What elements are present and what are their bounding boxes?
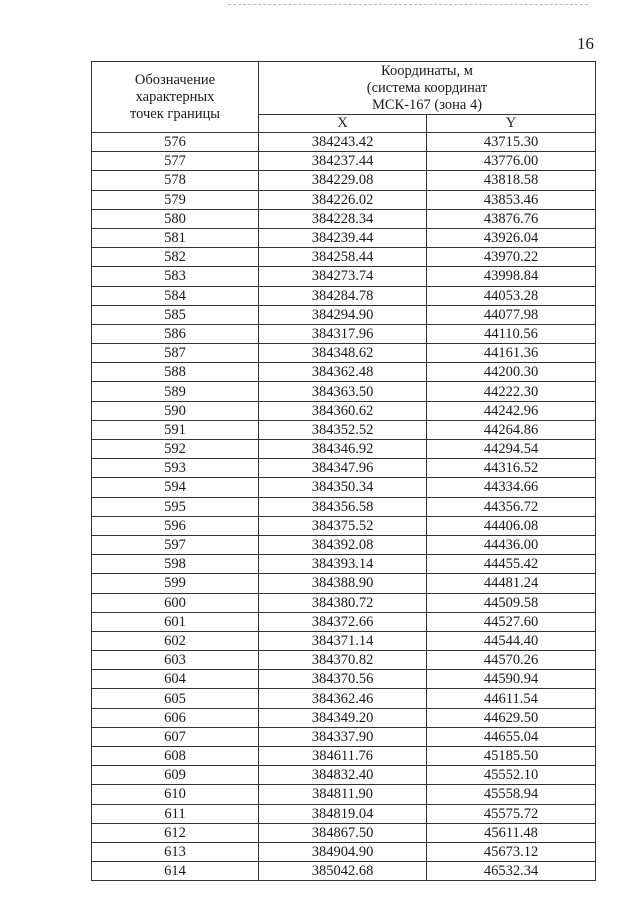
cell-y: 44455.42 [427, 555, 596, 574]
table-row [92, 612, 596, 631]
table-row [92, 535, 596, 554]
cell-y: 44655.04 [427, 727, 596, 746]
cell-x: 384337.90 [259, 727, 427, 746]
table-row [92, 286, 596, 305]
cell-y: 46532.34 [427, 862, 596, 881]
cell-y: 45558.94 [427, 785, 596, 804]
table-row [92, 497, 596, 516]
cell-point-id: 585 [92, 305, 259, 324]
table-row [92, 574, 596, 593]
header-point-line: Обозначение [134, 71, 216, 88]
cell-point-id: 598 [92, 555, 259, 574]
cell-x: 384611.76 [259, 747, 427, 766]
cell-x: 384284.78 [259, 286, 427, 305]
cell-point-id: 603 [92, 651, 259, 670]
cell-x: 384372.66 [259, 612, 427, 631]
table-row [92, 171, 596, 190]
table-row [92, 785, 596, 804]
cell-x: 384239.44 [259, 228, 427, 247]
cell-y: 44264.86 [427, 420, 596, 439]
table-row [92, 401, 596, 420]
table-row [92, 842, 596, 861]
cell-y: 44222.30 [427, 382, 596, 401]
cell-x: 384393.14 [259, 555, 427, 574]
cell-point-id: 581 [92, 228, 259, 247]
cell-x: 384375.52 [259, 516, 427, 535]
cell-y: 43715.30 [427, 133, 596, 152]
cell-y: 43970.22 [427, 248, 596, 267]
cell-point-id: 577 [92, 152, 259, 171]
cell-point-id: 614 [92, 862, 259, 881]
cell-x: 384360.62 [259, 401, 427, 420]
cell-point-id: 580 [92, 209, 259, 228]
cell-point-id: 590 [92, 401, 259, 420]
cell-y: 44481.24 [427, 574, 596, 593]
header-coords-line: Координаты, м [381, 63, 473, 79]
table-row [92, 555, 596, 574]
cell-point-id: 587 [92, 344, 259, 363]
table-row [92, 478, 596, 497]
cell-point-id: 593 [92, 459, 259, 478]
cell-y: 43776.00 [427, 152, 596, 171]
table-row [92, 133, 596, 152]
cell-x: 384349.20 [259, 708, 427, 727]
table-row [92, 248, 596, 267]
cell-x: 384362.46 [259, 689, 427, 708]
cell-x: 384356.58 [259, 497, 427, 516]
cell-point-id: 602 [92, 631, 259, 650]
cell-point-id: 601 [92, 612, 259, 631]
cell-point-id: 600 [92, 593, 259, 612]
table-body [92, 133, 596, 881]
cell-point-id: 578 [92, 171, 259, 190]
cell-x: 384243.42 [259, 133, 427, 152]
header-point-designation [92, 62, 259, 133]
table-row [92, 267, 596, 286]
cell-x: 384819.04 [259, 804, 427, 823]
cell-x: 384904.90 [259, 842, 427, 861]
cell-point-id: 582 [92, 248, 259, 267]
cell-point-id: 592 [92, 440, 259, 459]
cell-x: 384370.56 [259, 670, 427, 689]
coordinates-table [91, 61, 596, 881]
cell-x: 385042.68 [259, 862, 427, 881]
cell-point-id: 596 [92, 516, 259, 535]
table-row [92, 670, 596, 689]
cell-y: 43926.04 [427, 228, 596, 247]
table-row [92, 440, 596, 459]
cell-x: 384380.72 [259, 593, 427, 612]
cell-point-id: 579 [92, 190, 259, 209]
cell-y: 45185.50 [427, 747, 596, 766]
cell-y: 43876.76 [427, 209, 596, 228]
cell-point-id: 583 [92, 267, 259, 286]
cell-x: 384258.44 [259, 248, 427, 267]
cell-y: 44527.60 [427, 612, 596, 631]
cell-y: 44053.28 [427, 286, 596, 305]
page-number: 16 [577, 34, 594, 53]
cell-y: 45673.12 [427, 842, 596, 861]
table-row [92, 363, 596, 382]
cell-x: 384832.40 [259, 766, 427, 785]
table-row [92, 516, 596, 535]
cell-y: 44242.96 [427, 401, 596, 420]
cell-point-id: 607 [92, 727, 259, 746]
cell-x: 384229.08 [259, 171, 427, 190]
cell-x: 384811.90 [259, 785, 427, 804]
cell-y: 44077.98 [427, 305, 596, 324]
table-row [92, 420, 596, 439]
cell-x: 384317.96 [259, 324, 427, 343]
cell-y: 44161.36 [427, 344, 596, 363]
cell-point-id: 612 [92, 823, 259, 842]
cell-y: 45575.72 [427, 804, 596, 823]
header-coords-line: МСК-167 (зона 4) [371, 97, 483, 113]
cell-y: 44334.66 [427, 478, 596, 497]
cell-y: 43818.58 [427, 171, 596, 190]
table-row [92, 708, 596, 727]
table-row [92, 459, 596, 478]
cell-y: 44406.08 [427, 516, 596, 535]
table-row [92, 862, 596, 881]
cell-x: 384294.90 [259, 305, 427, 324]
cell-x: 384346.92 [259, 440, 427, 459]
cell-point-id: 576 [92, 133, 259, 152]
cell-x: 384237.44 [259, 152, 427, 171]
cell-y: 43998.84 [427, 267, 596, 286]
cell-x: 384347.96 [259, 459, 427, 478]
cell-point-id: 606 [92, 708, 259, 727]
cell-y: 44629.50 [427, 708, 596, 727]
table-row [92, 593, 596, 612]
table-row [92, 631, 596, 650]
cell-point-id: 608 [92, 747, 259, 766]
cell-point-id: 597 [92, 535, 259, 554]
cell-x: 384226.02 [259, 190, 427, 209]
cell-y: 44570.26 [427, 651, 596, 670]
cell-point-id: 609 [92, 766, 259, 785]
header-y: Y [427, 115, 596, 133]
table-row [92, 382, 596, 401]
cell-point-id: 586 [92, 324, 259, 343]
cell-y: 44590.94 [427, 670, 596, 689]
cell-point-id: 605 [92, 689, 259, 708]
cell-point-id: 588 [92, 363, 259, 382]
cell-point-id: 591 [92, 420, 259, 439]
cell-point-id: 611 [92, 804, 259, 823]
table-row [92, 804, 596, 823]
header-x: X [259, 115, 427, 133]
table-row [92, 190, 596, 209]
cell-y: 44110.56 [427, 324, 596, 343]
cell-point-id: 595 [92, 497, 259, 516]
cell-x: 384348.62 [259, 344, 427, 363]
header-point-line: точек границы [129, 105, 221, 122]
cell-y: 44200.30 [427, 363, 596, 382]
cell-x: 384370.82 [259, 651, 427, 670]
table-row [92, 823, 596, 842]
table-row [92, 689, 596, 708]
cell-x: 384363.50 [259, 382, 427, 401]
cell-y: 44356.72 [427, 497, 596, 516]
cell-x: 384273.74 [259, 267, 427, 286]
scan-artifact-line [228, 4, 588, 5]
cell-y: 43853.46 [427, 190, 596, 209]
cell-x: 384388.90 [259, 574, 427, 593]
cell-y: 44436.00 [427, 535, 596, 554]
table-row [92, 305, 596, 324]
cell-point-id: 613 [92, 842, 259, 861]
cell-y: 45611.48 [427, 823, 596, 842]
cell-point-id: 599 [92, 574, 259, 593]
cell-point-id: 594 [92, 478, 259, 497]
table-row [92, 344, 596, 363]
table-row [92, 766, 596, 785]
cell-y: 45552.10 [427, 766, 596, 785]
cell-y: 44294.54 [427, 440, 596, 459]
table-row [92, 727, 596, 746]
cell-x: 384352.52 [259, 420, 427, 439]
table-row [92, 228, 596, 247]
header-coords-line: (система координат [366, 80, 488, 96]
cell-point-id: 610 [92, 785, 259, 804]
cell-point-id: 589 [92, 382, 259, 401]
table-row [92, 747, 596, 766]
table-row [92, 651, 596, 670]
cell-point-id: 584 [92, 286, 259, 305]
cell-x: 384867.50 [259, 823, 427, 842]
cell-x: 384228.34 [259, 209, 427, 228]
header-point-line: характерных [135, 88, 215, 105]
cell-x: 384392.08 [259, 535, 427, 554]
table-row [92, 209, 596, 228]
cell-x: 384362.48 [259, 363, 427, 382]
cell-point-id: 604 [92, 670, 259, 689]
cell-y: 44611.54 [427, 689, 596, 708]
cell-y: 44509.58 [427, 593, 596, 612]
cell-y: 44316.52 [427, 459, 596, 478]
cell-y: 44544.40 [427, 631, 596, 650]
header-coordinates [259, 62, 596, 115]
table-row [92, 324, 596, 343]
table-row [92, 152, 596, 171]
cell-x: 384350.34 [259, 478, 427, 497]
cell-x: 384371.14 [259, 631, 427, 650]
header-row [92, 62, 596, 115]
